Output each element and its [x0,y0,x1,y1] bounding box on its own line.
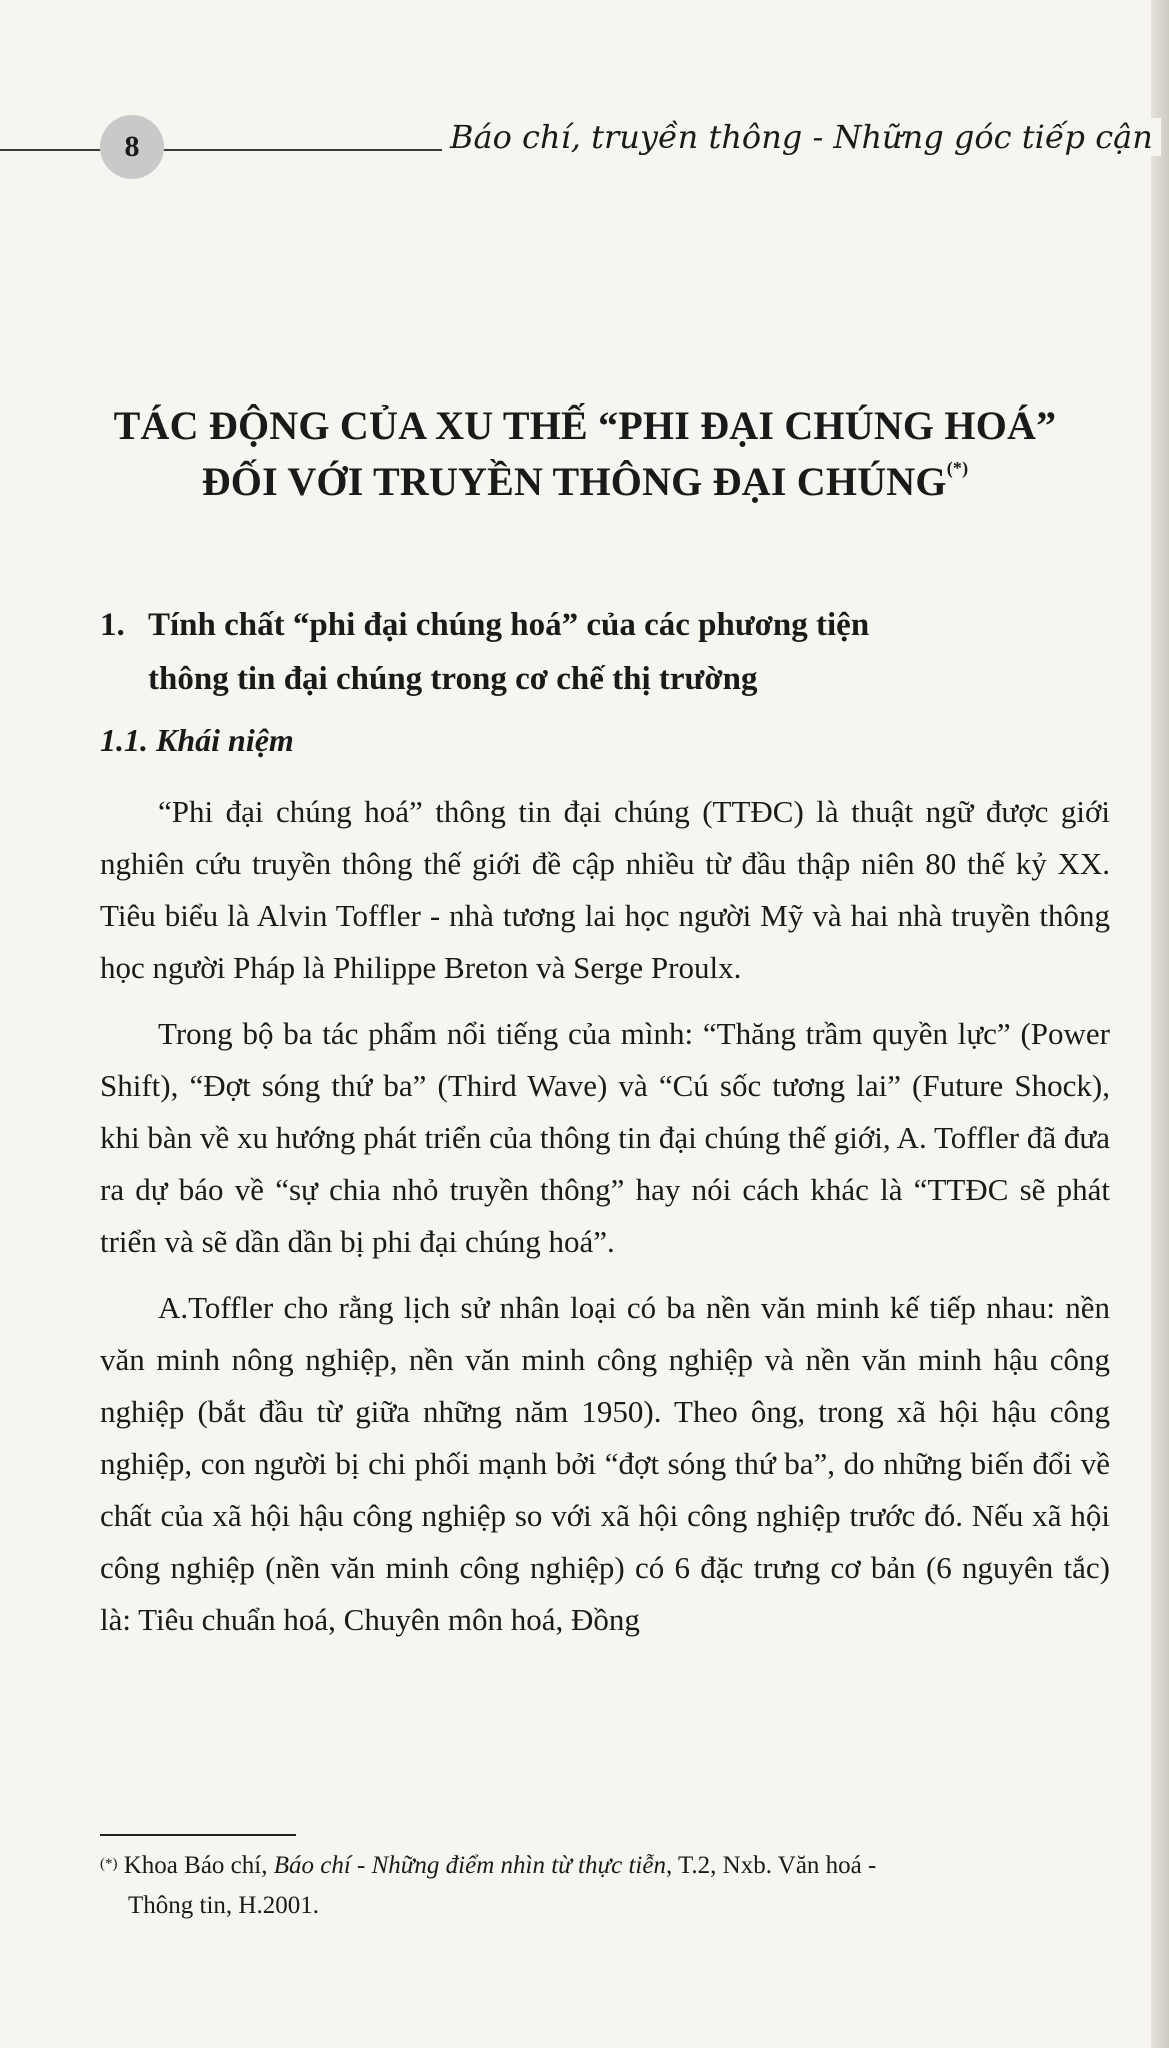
paragraph: Trong bộ ba tác phẩm nổi tiếng của mình: “Thăng trầm quyền lực” (Power Shift), “Đợt sóng thứ ba” (Third Wave) và “Cú sốc tương lai” (Future Shock), khi bàn về xu hướng phát triển của thông tin đại chúng thế giới, A. Toffler đã đưa ra dự báo về “sự chia nhỏ truyền thông” hay nói cách khác là “TTĐC sẽ phát triển và sẽ dần dần bị phi đại chúng hoá”. [100,1016,1110,1259]
section-heading [100,598,1120,706]
running-title: Báo chí, truyền thông - Những góc tiếp cận [442,118,1161,156]
section-title-line-1: Tính chất “phi đại chúng hoá” của các phương tiện [148,607,870,643]
chapter-footnote-marker: (*) [946,458,969,478]
chapter-title-line-2-text: ĐỐI VỚI TRUYỀN THÔNG ĐẠI CHÚNG [201,459,947,504]
section-number: 1. [100,607,125,643]
footnote-marker: (*) [100,1856,118,1872]
chapter-title [80,398,1090,510]
footnote-suffix: , T.2, Nxb. Văn hoá - [665,1852,877,1879]
chapter-title-line-2 [80,454,1090,510]
footnote-rule [100,1834,296,1836]
page-number: 8 [100,115,164,179]
section-title-line-2: thông tin đại chúng trong cơ chế thị trường [148,661,758,697]
subsection-heading: 1.1. Khái niệm [100,722,294,758]
section-heading-line-1 [100,598,1120,652]
footnote-line-2: Thông tin, H.2001. [128,1892,319,1919]
footnote-line-1 [100,1846,1110,1886]
footnote-prefix: Khoa Báo chí, [123,1852,274,1879]
body-text [100,786,1110,1660]
footnote [100,1846,1110,1926]
footnote-book-title: Báo chí - Những điểm nhìn từ thực tiễn [273,1852,666,1879]
paragraph: A.Toffler cho rằng lịch sử nhân loại có ba nền văn minh kế tiếp nhau: nền văn minh nông nghiệp, nền văn minh công nghiệp và nền văn minh hậu công nghiệp (bắt đầu từ giữa những năm 1950). Theo ông, trong xã hội hậu công nghiệp, con người bị chi phối mạnh bởi “đợt sóng thứ ba”, do những biến đổi về chất của xã hội hậu công nghiệp so với xã hội công nghiệp trước đó. Nếu xã hội công nghiệp (nền văn minh công nghiệp) có 6 đặc trưng cơ bản (6 nguyên tắc) là: Tiêu chuẩn hoá, Chuyên môn hoá, Đồng [100,1290,1110,1637]
page-edge-shadow [1151,0,1169,2048]
paragraph: “Phi đại chúng hoá” thông tin đại chúng (TTĐC) là thuật ngữ được giới nghiên cứu truyền thông thế giới đề cập nhiều từ đầu thập niên 80 thế kỷ XX. Tiêu biểu là Alvin Toffler - nhà tương lai học người Mỹ và hai nhà truyền thông học người Pháp là Philippe Breton và Serge Proulx. [100,794,1110,985]
chapter-title-line-1: TÁC ĐỘNG CỦA XU THẾ “PHI ĐẠI CHÚNG HOÁ” [113,403,1057,448]
